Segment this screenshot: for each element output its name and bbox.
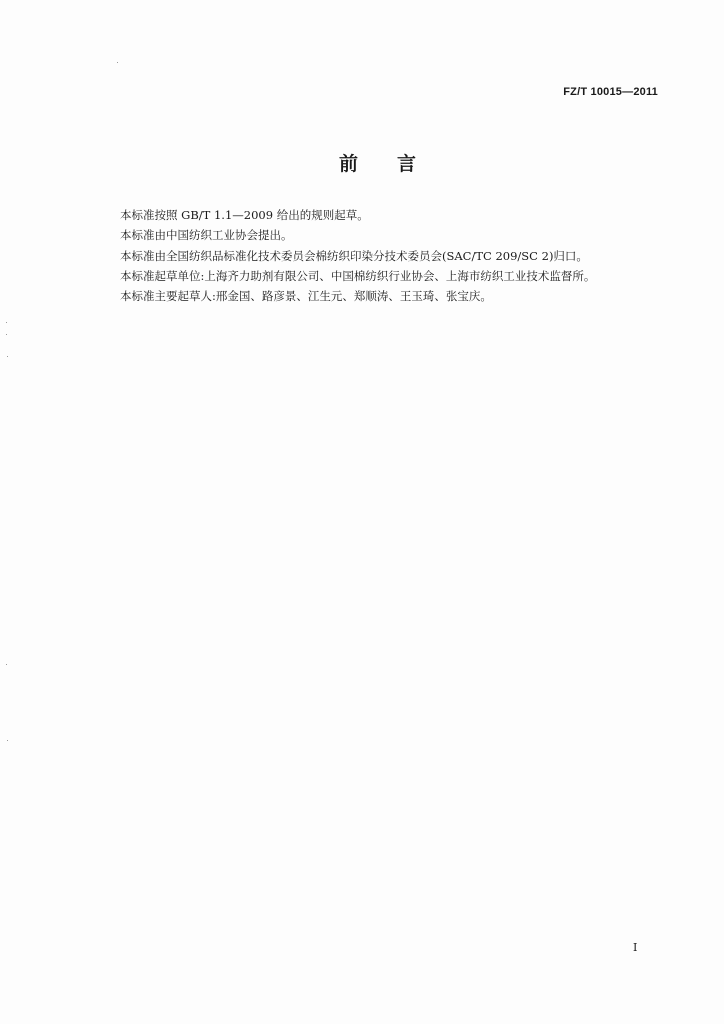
scan-speck — [6, 664, 7, 665]
scan-speck — [7, 356, 8, 357]
paragraph-administered-by: 本标准由全国纺织品标准化技术委员会棉纺织印染分技术委员会(SAC/TC 209/SC 2)归口。 — [120, 248, 588, 263]
paragraph-drafting-units: 本标准起草单位:上海齐力助剂有限公司、中国棉纺织行业协会、上海市纺织工业技术监督所。 — [120, 268, 596, 283]
scan-speck — [6, 334, 7, 335]
page-title: 前言 — [339, 153, 456, 175]
page-number: I — [633, 941, 638, 954]
paragraph-drafting-rules: 本标准按照 GB/T 1.1—2009 给出的规则起草。 — [120, 208, 369, 222]
standard-code-header: FZ/T 10015—2011 — [563, 86, 658, 98]
paragraph-main-drafters: 本标准主要起草人:邢金国、路彦景、江生元、郑顺涛、王玉琦、张宝庆。 — [120, 289, 492, 304]
foreword-body — [120, 205, 680, 306]
scan-speck — [7, 740, 8, 741]
paragraph-proposed-by: 本标准由中国纺织工业协会提出。 — [120, 228, 293, 243]
scan-speck — [117, 62, 118, 63]
scan-speck — [6, 322, 7, 323]
